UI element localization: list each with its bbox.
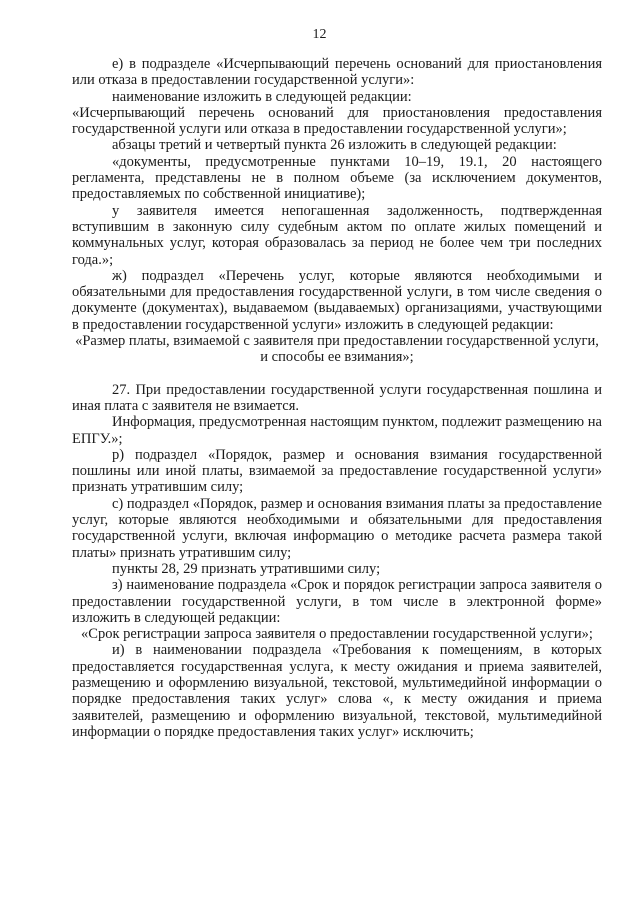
paragraph-section-r: р) подраздел «Порядок, размер и основания взимания государственной пошлины или иной платы, взимаемой за предоставление государственной услуги» признать утратившим силу;: [72, 446, 602, 496]
paragraph-registration-title: «Срок регистрации запроса заявителя о предоставлении государственной услуги»;: [81, 626, 593, 643]
paragraph-fee-title: «Размер платы, взимаемой с заявителя при предоставлении государственной услуги, и способы ее взимания»;: [75, 333, 599, 366]
paragraph-section-zh: ж) подраздел «Перечень услуг, которые являются необходимыми и обязательными для предоставления государственной услуги, в том числе сведения о документе (документах), выдаваемом (выдаваемых) организациями, участвующими в предоставлении государственной услуги» изложить в следующей редакции:: [72, 267, 602, 333]
paragraph-section-z: з) наименование подраздела «Срок и порядок регистрации запроса заявителя о предоставлении государственной услуги, в том числе в электронной форме» изложить в следующей редакции:: [72, 577, 602, 626]
paragraph-item-27: 27. При предоставлении государственной услуги государственная пошлина и иная плата с заявителя не взимается.: [72, 381, 602, 414]
paragraph-section-i: и) в наименовании подраздела «Требования к помещениям, в которых предоставляется государственная услуга, к месту ожидания и приема заявителей, размещению и оформлению визуальной, текстовой, мультимедийной информации о порядке предоставления таких услуг» слова «, к месту ожидания и приема заявителей, размещению и оформлению визуальной, текстовой, мультимедийной информации о порядке предоставления таких услуг» исключить;: [72, 642, 602, 740]
paragraph-rename-instruction: наименование изложить в следующей редакции:: [112, 88, 412, 105]
paragraph-new-title-grounds: «Исчерпывающий перечень оснований для приостановления предоставления государственной услуги или отказа в предоставлении государственной услуги»;: [72, 104, 602, 138]
paragraph-section-s: с) подраздел «Порядок, размер и основания взимания платы за предоставление услуг, которые являются необходимыми и обязательными для предоставления государственной услуги, включая информацию о методике расчета размера такой платы» признать утратившим силу;: [72, 495, 602, 561]
paragraph-documents-incomplete: «документы, предусмотренные пунктами 10–19, 19.1, 20 настоящего регламента, представлены не в полном объеме (за исключением документов, предоставляемых по собственной инициативе);: [72, 153, 602, 203]
paragraph-epgu-info: Информация, предусмотренная настоящим пунктом, подлежит размещению на ЕПГУ.»;: [72, 414, 602, 447]
paragraph-section-e: е) в подразделе «Исчерпывающий перечень оснований для приостановления или отказа в предоставлении государственной услуги»:: [72, 56, 602, 89]
page-number: 12: [312, 27, 327, 42]
document-body: [72, 56, 602, 740]
paragraph-item-26-instruction: абзацы третий и четвертый пункта 26 изложить в следующей редакции:: [112, 137, 557, 154]
paragraph-debt-condition: у заявителя имеется непогашенная задолженность, подтвержденная вступившим в законную силу судебным актом по оплате жилых помещений и коммунальных услуг, которая образовалась за период не более чем три последних года.»;: [72, 202, 602, 268]
paragraph-items-28-29: пункты 28, 29 признать утратившими силу;: [112, 560, 381, 577]
